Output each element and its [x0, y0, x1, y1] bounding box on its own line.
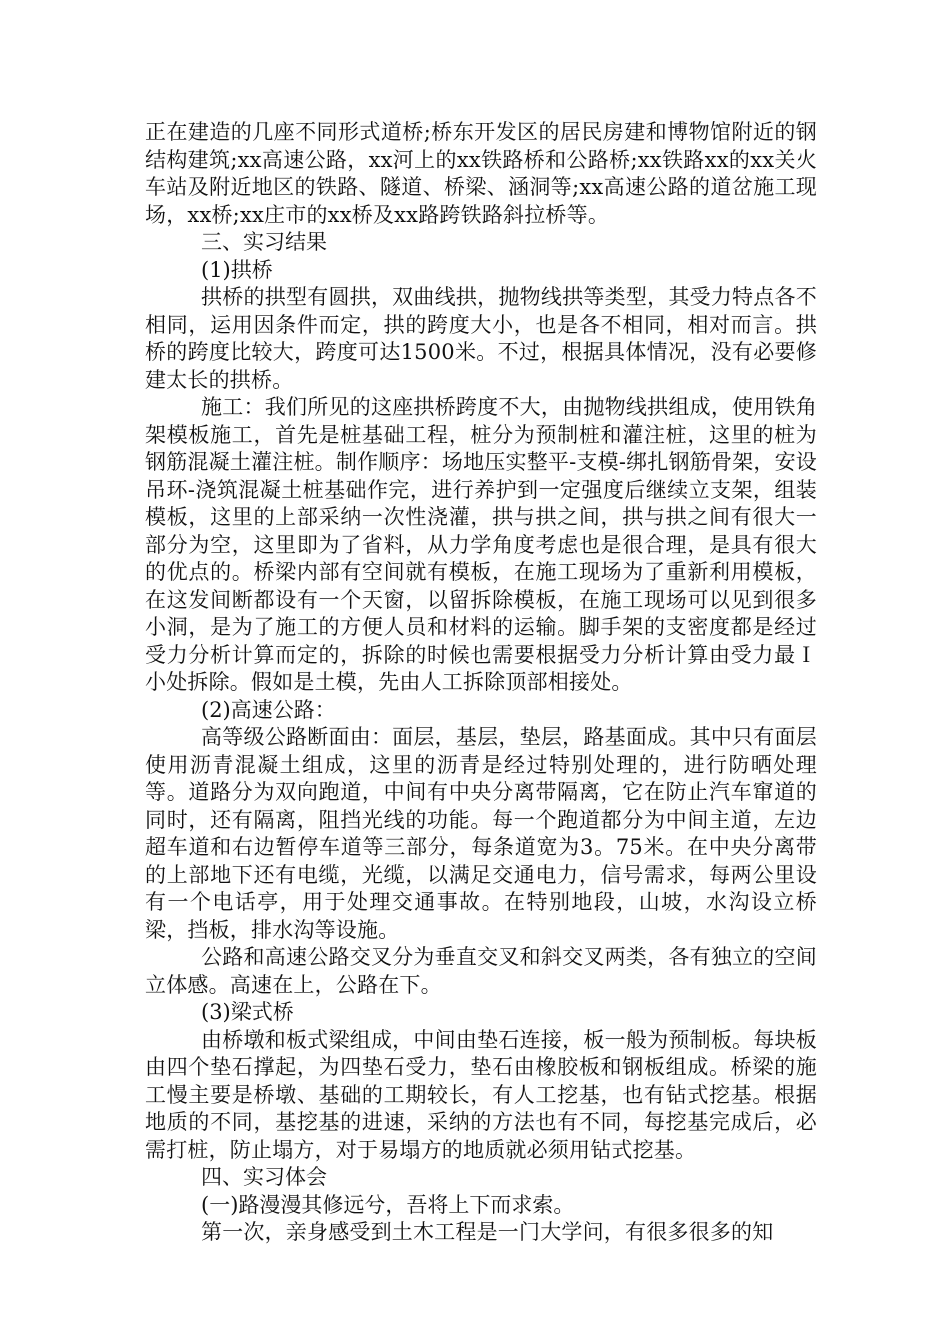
experience-first-paragraph: 第一次，亲身感受到土木工程是一门大学问，有很多很多的知 [201, 1220, 774, 1244]
arch-bridge-construction-paragraph: 施工：我们所见的这座拱桥跨度不大，由抛物线拱组成，使用铁角架模板施工，首先是桩基础工程，桩分为预制桩和灌注桩，这里的桩为钢筋混凝土灌注桩。制作顺序：场地压实整平-支模-绑扎钢筋骨架，安设吊环-浇筑混凝土桩基础作完，进行养护到一定强度后继续立支架，组装模板，这里的上部采纳一次性浇灌，拱与拱之间，拱与拱之间有很大一部分为空，这里即为了省料，从力学角度考虑也是很合理，是具有很大的优点的。桥梁内部有空间就有模板，在施工现场为了重新利用模板，在这发间断都设有一个天窗，以留拆除模板，在施工现场可以见到很多小洞，是为了施工的方便人员和材料的运输。脚手架的支密度都是经过受力分析计算而定的，拆除的时候也需要根据受力分析计算由受力最Ｉ小处拆除。假如是土模，先由人工拆除顶部相接处。 [145, 395, 817, 694]
section-heading-results: 三、实习结果 [201, 230, 327, 254]
arch-bridge-types-paragraph: 拱桥的拱型有圆拱，双曲线拱，抛物线拱等类型，其受力特点各不相同，运用因条件而定，拱的跨度大小，也是各不相同，相对而言。拱桥的跨度比较大，跨度可达1500米。不过，根据具体情况，没有必要修建太长的拱桥。 [145, 285, 817, 392]
subheading-arch-bridge: (1)拱桥 [201, 257, 273, 282]
section-heading-experience: 四、实习体会 [201, 1165, 327, 1189]
beam-bridge-paragraph: 由桥墩和板式梁组成，中间由垫石连接，板一般为预制板。每块板由四个垫石撑起，为四垫石受力，垫石由橡胶板和钢板组成。桥梁的施工慢主要是桥墩、基础的工期较长，有人工挖基，也有钻式挖基。根据地质的不同，基挖基的进速，采纳的方法也有不同，每挖基完成后，必需打桩，防止塌方，对于易塌方的地质就必须用钻式挖基。 [145, 1027, 817, 1162]
document-page [145, 119, 817, 1247]
highway-section-paragraph: 高等级公路断面由：面层，基层，垫层，路基面成。其中只有面层使用沥青混凝土组成，这里的沥青是经过特别处理的，进行防晒处理等。道路分为双向跑道，中间有中央分离带隔离，它在防止汽车窜道的同时，还有隔离，阻挡光线的功能。每一个跑道都分为中间主道，左边超车道和右边暂停车道等三部分，每条道宽为3。75米。在中央分离带的上部地下还有电缆，光缆，以满足交通电力，信号需求，每两公里设有一个电话亭，用于处理交通事故。在特别地段，山坡，水沟设立桥梁，挡板，排水沟等设施。 [145, 725, 817, 942]
subheading-beam-bridge: (3)梁式桥 [201, 1000, 294, 1024]
highway-intersection-paragraph: 公路和高速公路交叉分为垂直交叉和斜交叉两类，各有独立的空间立体感。高速在上，公路在下。 [145, 945, 817, 997]
subheading-experience-one: (一)路漫漫其修远兮，吾将上下而求索。 [201, 1192, 575, 1217]
subheading-highway: (2)高速公路： [201, 697, 336, 722]
intro-paragraph: 正在建造的几座不同形式道桥;桥东开发区的居民房建和博物馆附近的钢结构建筑;xx高速公路，xx河上的xx铁路桥和公路桥;xx铁路xx的xx关火车站及附近地区的铁路、隧道、桥梁、涵洞等;xx高速公路的道岔施工现场，xx桥;xx庄市的xx桥及xx路跨铁路斜拉桥等。 [145, 120, 817, 227]
